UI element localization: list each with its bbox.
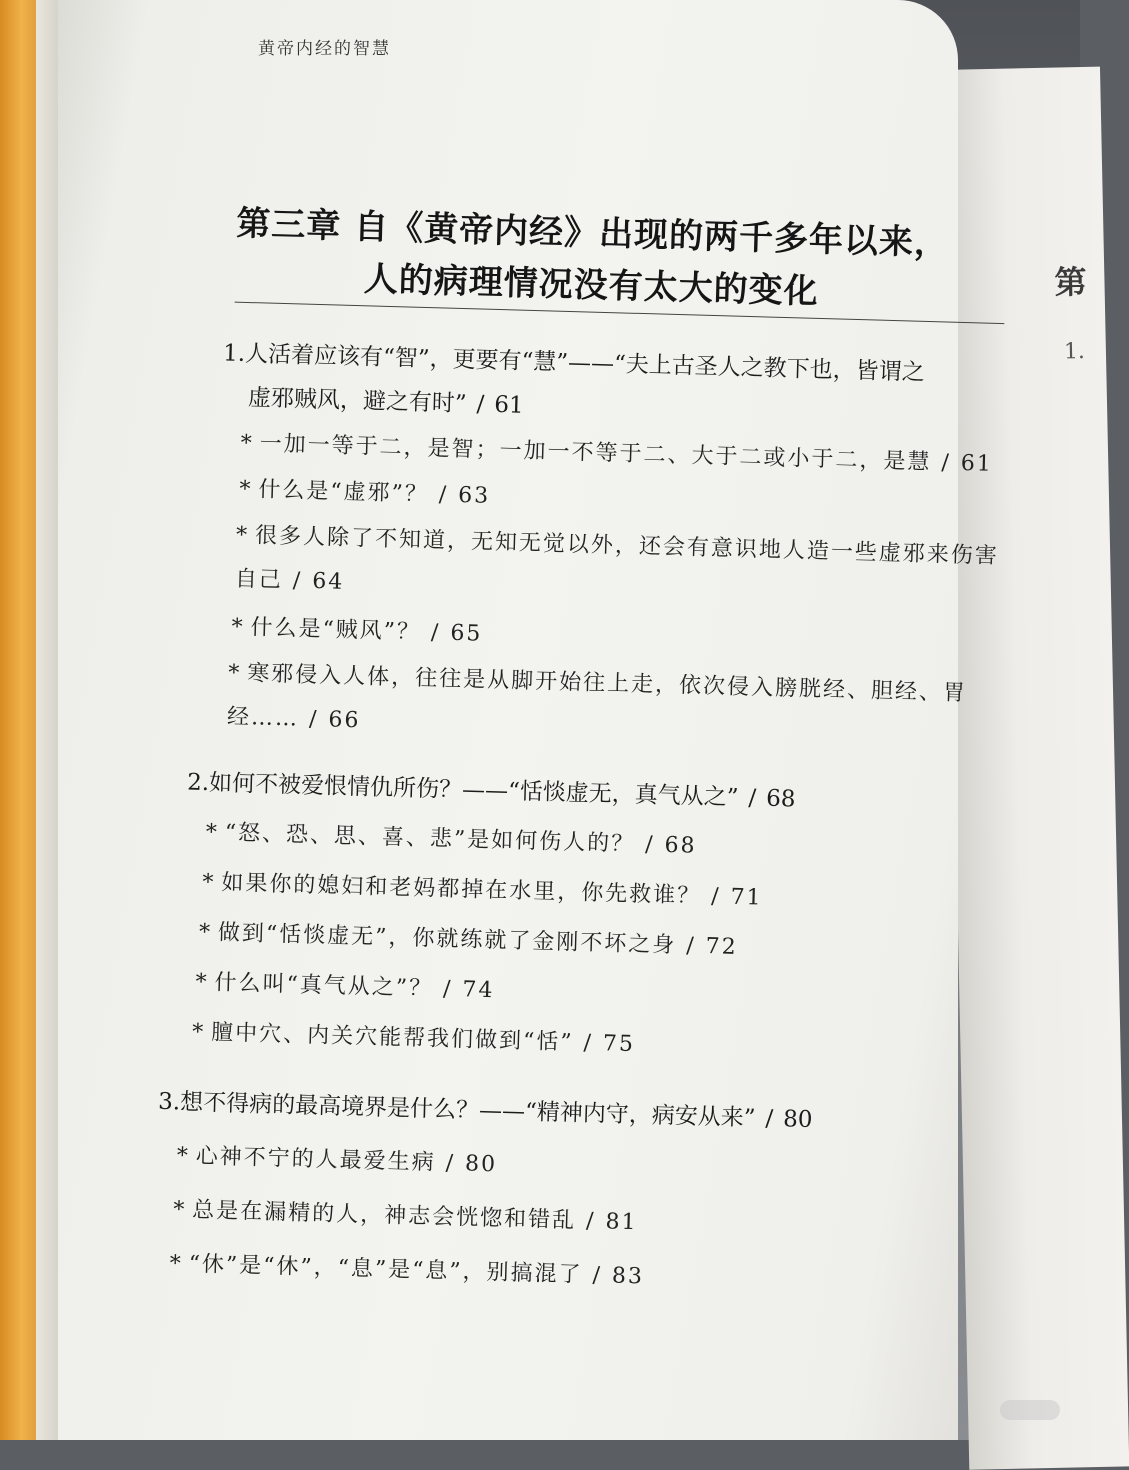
page-number: 80 [464,1151,498,1178]
page-number: 80 [782,1106,813,1134]
slash: / [644,832,655,858]
section-title: 想不得病的最高境界是什么？——“精神内守，病安从来” [179,1089,756,1132]
item-text: 什么是“虚邪”？ [258,477,430,508]
page-number: 75 [602,1031,636,1058]
book-cover-edge [0,0,36,1440]
page-number: 64 [311,568,345,595]
page-number: 61 [493,391,524,419]
page-number: 74 [462,977,495,1004]
item-text: 什么叫“真气从之”？ [214,970,434,1002]
table-of-contents [144,180,1007,1403]
bullet: * [198,919,213,946]
watermark-badge [1000,1400,1060,1420]
list-item [169,1242,960,1308]
slash: / [585,1208,596,1235]
slash: / [941,450,952,476]
slash: / [583,1030,594,1056]
book-page [58,0,1000,1440]
section-title: 如何不被爱恨情仇所伤？——“恬惔虚无，真气从之” [208,770,739,811]
bullet: * [235,522,250,549]
bullet: * [191,1019,206,1046]
bullet: * [240,430,255,457]
item-text-cont: 自己 [234,566,284,594]
bullet: * [202,869,216,896]
slash: / [748,785,757,812]
list-item [234,514,1006,623]
page-number: 72 [705,934,739,960]
bullet: * [239,476,253,503]
list-item [173,1188,964,1254]
page-number: 65 [450,620,483,647]
slash: / [308,706,319,733]
facing-page-item: 1. [1063,339,1086,365]
item-text: 寒邪侵入人体，往往是从脚开始往上走，依次侵入膀胱经、胆经、胃 [246,661,968,707]
chapter-title-line-1: 第三章 自《黄帝内经》出现的两千多年以来， [235,203,950,264]
bullet: * [176,1143,191,1169]
page-number: 68 [765,785,796,813]
page-number: 66 [328,707,361,734]
item-text: 做到“恬惔虚无”，你就练就了金刚不坏之身 [217,920,677,959]
chapter-title-line-2: 人的病理情况没有太大的变化 [363,259,820,312]
section-title-cont: 虚邪贼风，避之有时” [247,385,467,418]
bullet: * [205,820,220,846]
item-text: 总是在漏精的人，神志会恍惚和错乱 [191,1197,577,1234]
item-text: 什么是“贼风”？ [250,615,422,645]
slash: / [765,1105,774,1132]
slash: / [685,933,697,959]
slash: / [292,568,303,594]
item-text: 很多人除了不知道，无知无觉以外，还会有意识地人造一些虚邪来伤害 [254,523,1000,570]
page-number: 71 [730,884,763,911]
slash: / [592,1263,603,1289]
bullet: * [172,1197,187,1223]
item-text-cont: 经…… [226,704,300,732]
slash: / [445,1150,456,1177]
item-text: 一加一等于二，是智；一加一不等于二、大于二或小于二，是慧 [259,431,932,476]
bullet: * [169,1251,184,1277]
item-text: “休”是“休”，“息”是“息”，别搞混了 [188,1251,583,1288]
list-item [226,652,998,761]
page-number: 68 [664,832,697,859]
item-text: 膻中穴、内关穴能帮我们做到“恬” [210,1020,574,1056]
item-text: “怒、恐、思、喜、悲”是如何伤人的？ [224,820,636,858]
item-text: 如果你的媳妇和老妈都掉在水里，你先救谁？ [221,870,702,909]
page-number: 61 [960,450,994,477]
section-number: 1. [222,340,246,367]
bullet: * [227,660,242,686]
section-title: 人活着应该有“智”，更要有“慧”——“夫上古圣人之教下也，皆谓之 [244,340,926,386]
list-item [176,1134,967,1200]
item-text: 心神不宁的人最爱生病 [195,1143,437,1176]
slash: / [442,976,453,1002]
page-number: 83 [611,1263,645,1290]
slash: / [438,482,449,508]
bullet: * [195,969,209,996]
facing-page-heading: 第 [1054,262,1087,302]
slash: / [430,620,441,646]
section-number: 3. [157,1088,181,1116]
slash: / [476,391,485,418]
page-stack-edge [36,0,58,1440]
section-number: 2. [186,769,210,797]
page-number: 63 [457,482,491,509]
running-header: 黄帝内经的智慧 [258,39,391,59]
slash: / [710,884,721,910]
page-number: 81 [605,1209,638,1236]
bullet: * [231,614,245,641]
